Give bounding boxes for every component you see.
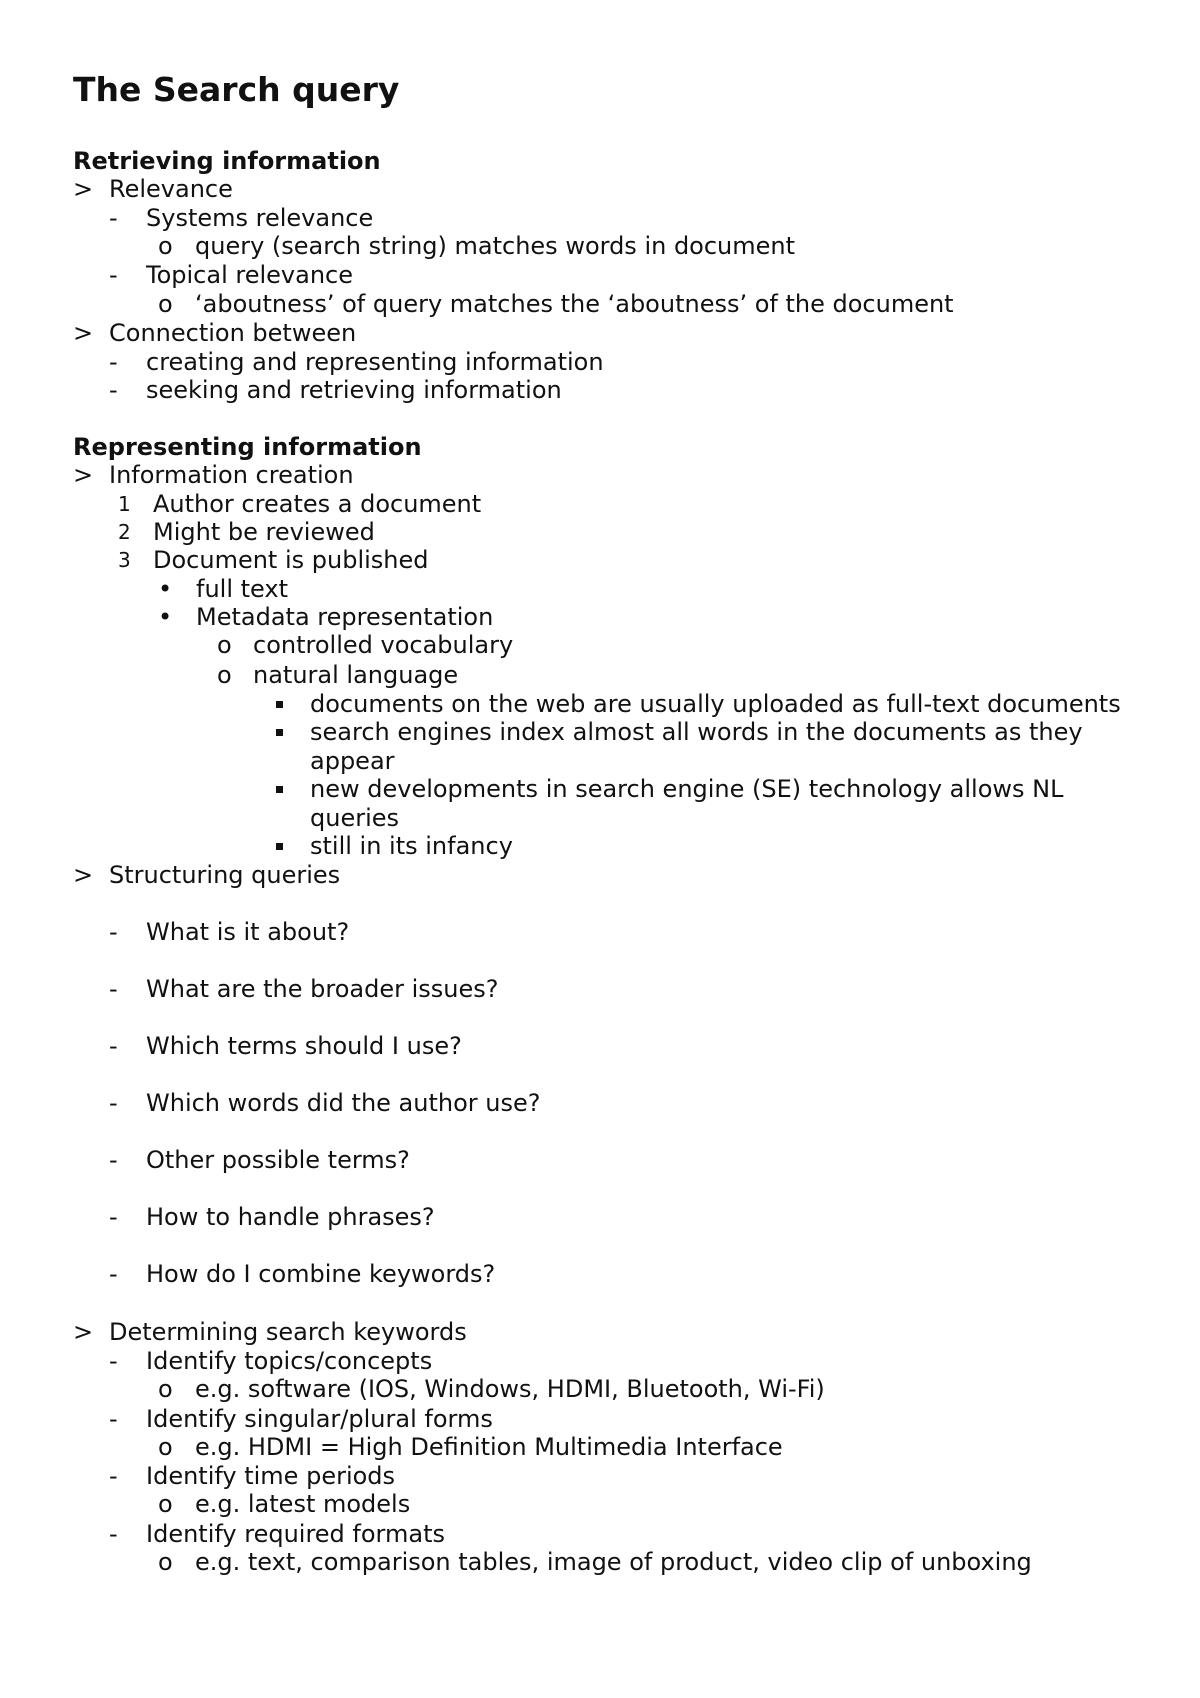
list-item: > Structuring queries: [73, 861, 341, 889]
list-item: search engines index almost all words in the documents as they: [0, 718, 1200, 747]
list-item: - Identify singular/plural forms: [109, 1405, 493, 1433]
circle-marker: o: [158, 290, 173, 318]
list-item: - seeking and retrieving information: [109, 376, 562, 404]
dash-marker: -: [109, 1203, 118, 1231]
circle-marker: o: [217, 631, 232, 659]
list-item: - Topical relevance: [109, 261, 353, 289]
list-item-continuation: queries: [310, 804, 400, 832]
dash-marker: -: [109, 1032, 118, 1060]
list-item: - Which terms should I use?: [109, 1032, 462, 1060]
circle-marker: o: [217, 661, 232, 689]
list-item: new developments in search engine (SE) technology allows NL: [0, 775, 1200, 804]
dash-marker: -: [109, 918, 118, 946]
square-bullet-icon: [276, 843, 283, 850]
page-title: The Search query: [73, 70, 400, 109]
list-item: - creating and representing information: [109, 348, 604, 376]
list-item: - What is it about?: [109, 918, 350, 946]
dash-marker: -: [109, 1405, 118, 1433]
list-item: - Other possible terms?: [109, 1146, 410, 1174]
arrow-marker: >: [73, 1318, 94, 1346]
arrow-marker: >: [73, 461, 94, 489]
dash-marker: -: [109, 1520, 118, 1548]
circle-marker: o: [158, 1490, 173, 1518]
list-item: - What are the broader issues?: [109, 975, 499, 1003]
dash-marker: -: [109, 1146, 118, 1174]
list-item: - Which words did the author use?: [109, 1089, 541, 1117]
section-heading-retrieving: Retrieving information: [73, 147, 381, 175]
list-item-continuation: appear: [310, 747, 395, 775]
list-item: - Identify required formats: [109, 1520, 445, 1548]
list-item: documents on the web are usually uploaded as full-text documents: [0, 690, 1200, 719]
list-item: o e.g. text, comparison tables, image of product, video clip of unboxing: [158, 1548, 1032, 1576]
dash-marker: -: [109, 376, 118, 404]
list-item: > Determining search keywords: [73, 1318, 467, 1346]
circle-marker: o: [158, 1375, 173, 1403]
bullet-marker: •: [158, 575, 173, 603]
arrow-marker: >: [73, 319, 94, 347]
list-item: o ‘aboutness’ of query matches the ‘aboutness’ of the document: [158, 290, 954, 318]
numbered-item: 1 Author creates a document: [118, 490, 482, 518]
square-bullet-icon: [276, 701, 283, 708]
circle-marker: o: [158, 232, 173, 260]
list-item: o e.g. latest models: [158, 1490, 411, 1518]
numbered-item: 3 Document is published: [118, 546, 429, 574]
arrow-marker: >: [73, 175, 94, 203]
dash-marker: -: [109, 975, 118, 1003]
section-heading-representing: Representing information: [73, 433, 422, 461]
bullet-marker: •: [158, 603, 173, 631]
dash-marker: -: [109, 261, 118, 289]
list-item: > Information creation: [73, 461, 354, 489]
list-item: • Metadata representation: [158, 603, 494, 631]
list-item: still in its infancy: [0, 832, 1200, 861]
list-item: o e.g. software (IOS, Windows, HDMI, Bluetooth, Wi-Fi): [158, 1375, 825, 1403]
arrow-marker: >: [73, 861, 94, 889]
dash-marker: -: [109, 1462, 118, 1490]
list-item: o controlled vocabulary: [217, 631, 514, 659]
dash-marker: -: [109, 1347, 118, 1375]
list-item: • full text: [158, 575, 288, 603]
list-item: o query (search string) matches words in document: [158, 232, 796, 260]
numbered-item: 2 Might be reviewed: [118, 518, 375, 546]
dash-marker: -: [109, 348, 118, 376]
list-item: > Connection between: [73, 319, 357, 347]
list-item: - How to handle phrases?: [109, 1203, 435, 1231]
dash-marker: -: [109, 204, 118, 232]
dash-marker: -: [109, 1089, 118, 1117]
list-item: o natural language: [217, 661, 459, 689]
square-bullet-icon: [276, 729, 283, 736]
list-item: - Systems relevance: [109, 204, 374, 232]
list-item: - Identify topics/concepts: [109, 1347, 433, 1375]
list-item: - How do I combine keywords?: [109, 1260, 496, 1288]
list-item: o e.g. HDMI = High Definition Multimedia Interface: [158, 1433, 783, 1461]
dash-marker: -: [109, 1260, 118, 1288]
list-item: - Identify time periods: [109, 1462, 396, 1490]
circle-marker: o: [158, 1433, 173, 1461]
list-item: > Relevance: [73, 175, 233, 203]
square-bullet-icon: [276, 786, 283, 793]
circle-marker: o: [158, 1548, 173, 1576]
